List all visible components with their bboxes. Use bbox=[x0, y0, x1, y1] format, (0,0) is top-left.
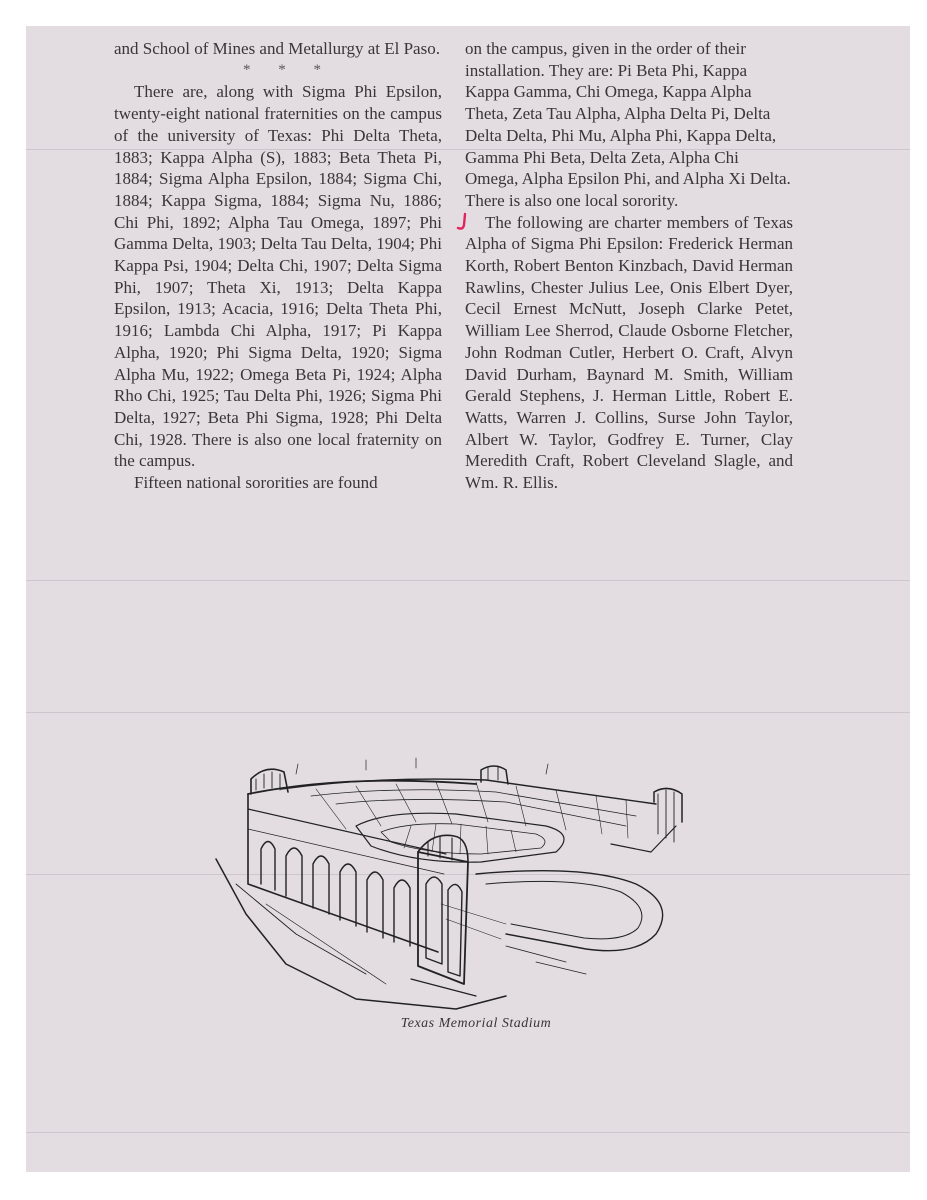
check-mark-icon bbox=[456, 212, 468, 234]
document-page bbox=[26, 26, 910, 1172]
charter-block bbox=[465, 212, 793, 494]
scan-line bbox=[26, 712, 910, 713]
sororities-intro: Fifteen national sororities are found bbox=[134, 473, 378, 493]
left-column bbox=[114, 38, 442, 494]
sororities-paragraph: on the campus, given in the order of their installation. They are: Pi Beta Phi, Kappa Kappa Gamma, Chi Omega, Kappa Alpha Theta, Zeta Tau Alpha, Alpha Delta Pi, Delta Delta Delta, Phi Mu, Alpha Phi, Kappa Delta, Gamma Phi Beta, Delta Zeta, Alpha Chi Omega, Alpha Epsilon Phi, and Alpha Xi Delta. There is also one local sorority. bbox=[465, 39, 791, 210]
stadium-illustration-icon bbox=[206, 734, 706, 1014]
scan-line bbox=[26, 1132, 910, 1133]
fraternities-paragraph: There are, along with Sigma Phi Epsilon, twenty-eight national fraternities on the campus of the university of Texas: Phi Delta Theta, 1883; Kappa Alpha (S), 1883; Beta Theta Pi, 1884; Sigma Alpha Epsilon, 1884; Sigma Chi, 1884; Kappa Sigma, 1884; Sigma Nu, 1886; Chi Phi, 1892; Alpha Tau Omega, 1897; Phi Gamma Delta, 1903; Delta Tau Delta, 1904; Phi Kappa Psi, 1904; Delta Chi, 1907; Delta Sigma Phi, 1907; Theta Xi, 1913; Delta Kappa Epsilon, 1913; Acacia, 1916; Delta Theta Phi, 1916; Lambda Chi Alpha, 1917; Pi Kappa Alpha, 1920; Phi Sigma Delta, 1920; Sigma Alpha Mu, 1922; Omega Beta Pi, 1924; Alpha Rho Chi, 1925; Tau Delta Phi, 1926; Sigma Phi Delta, 1927; Beta Phi Sigma, 1928; Phi Delta Chi, 1928. There is also one local fraternity on the campus. bbox=[114, 82, 442, 471]
right-column bbox=[465, 38, 793, 494]
scan-line bbox=[26, 580, 910, 581]
continued-text: and School of Mines and Metallurgy at El Paso. bbox=[114, 39, 440, 58]
charter-members-paragraph: The following are charter members of Texas Alpha of Sigma Phi Epsilon: Frederick Herman Korth, Robert Benton Kinzbach, David Herman Rawlins, Chester Julius Lee, Onis Elbert Dyer, Cecil Ernest McNutt, Joseph Clarke Petet, William Lee Sherrod, Claude Osborne Fletcher, John Rodman Cutler, Herbert O. Craft, Alvyn David Durham, Baynard M. Smith, William Gerald Stephens, J. Herman Little, Robert E. Watts, Warren J. Collins, Surse John Taylor, Albert W. Taylor, Godfrey E. Turner, Clay Meredith Craft, Robert Cleveland Slagle, and Wm. R. Ellis. bbox=[465, 212, 793, 493]
section-separator: * * * bbox=[243, 61, 333, 78]
figure-caption: Texas Memorial Stadium bbox=[400, 1016, 552, 1031]
